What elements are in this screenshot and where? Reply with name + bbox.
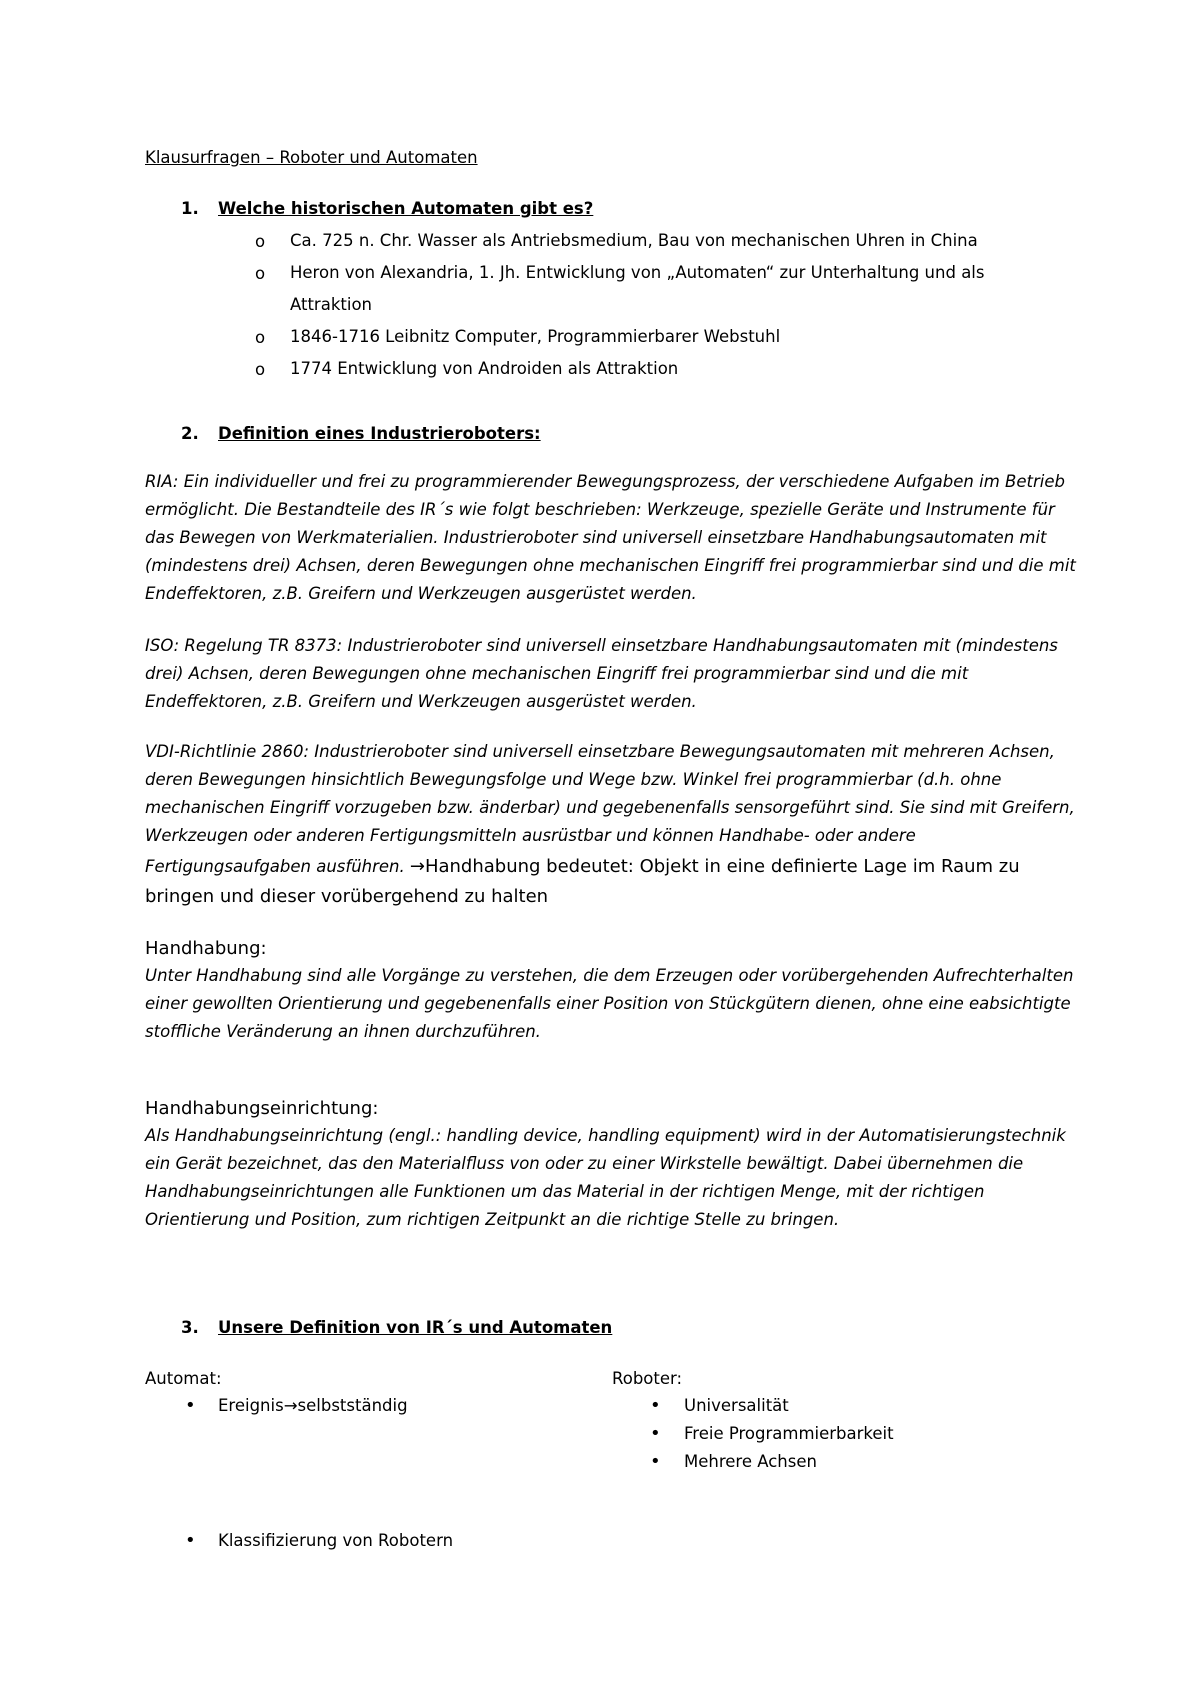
vdi-definition: VDI-Richtlinie 2860: Industrieroboter sind universell einsetzbare Bewegungsautomaten mit mehreren Achsen, deren Bewegungen hinsichtlich Bewegungsfolge und Wege bzw. Winkel frei programmierbar (d.h. ohne mechanischen Eingriff vorzugeben bzw. änderbar) und gegebenenfalls sensorgeführt sind. Sie sind mit Greifern, Werkzeugen oder anderen Fertigungsmitteln ausrüstbar und können Handhabe- oder andere <box>145 742 1075 845</box>
list-item: Klassifizierung von Robotern <box>218 1531 454 1550</box>
list-item: Mehrere Achsen <box>684 1452 817 1471</box>
vdi-last-line: Fertigungsaufgaben ausführen. →Handhabung bedeutet: Objekt in eine definierte Lage im Raum zu <box>145 856 1020 877</box>
bullet-icon: • <box>185 1530 196 1551</box>
handhabung-label: Handhabung: <box>145 938 267 959</box>
q2-heading: Definition eines Industrieroboters: <box>218 424 541 443</box>
list-item: 1774 Entwicklung von Androiden als Attraktion <box>290 359 679 378</box>
list-item: Ereignis→selbstständig <box>218 1396 408 1415</box>
list-item: Universalität <box>684 1396 789 1415</box>
q1-heading: Welche historischen Automaten gibt es? <box>218 199 594 218</box>
list-item: 1846-1716 Leibnitz Computer, Programmierbarer Webstuhl <box>290 327 781 346</box>
list-item: Ca. 725 n. Chr. Wasser als Antriebsmedium, Bau von mechanischen Uhren in China <box>290 231 978 250</box>
q3-number: 3. <box>181 1318 199 1337</box>
list-item: Heron von Alexandria, 1. Jh. Entwicklung von „Automaten“ zur Unterhaltung und als <box>290 263 985 282</box>
einrichtung-label: Handhabungseinrichtung: <box>145 1098 379 1119</box>
list-marker: o <box>255 328 266 347</box>
bullet-icon: • <box>650 1395 661 1416</box>
ria-definition: RIA: Ein individueller und frei zu programmierender Bewegungsprozess, der verschiedene Aufgaben im Betrieb ermöglicht. Die Bestandteile des IR´s wie folgt beschrieben: Werkzeuge, spezielle Geräte und Instrumente für das Bewegen von Werkmaterialien. Industrieroboter sind universell einsetzbare Handhabungsautomaten mit (mindestens drei) Achsen, deren Bewegungen ohne mechanischen Eingriff frei programmierbar sind und die mit Endeffektoren, z.B. Greifern und Werkzeugen ausgerüstet werden. <box>145 472 1076 603</box>
automat-label: Automat: <box>145 1369 222 1388</box>
list-marker: o <box>255 232 266 251</box>
list-marker: o <box>255 264 266 283</box>
q1-number: 1. <box>181 199 199 218</box>
q2-number: 2. <box>181 424 199 443</box>
vdi-tail: bringen und dieser vorübergehend zu halten <box>145 886 549 907</box>
list-item-continuation: Attraktion <box>290 295 372 314</box>
list-item: Freie Programmierbarkeit <box>684 1424 894 1443</box>
einrichtung-text: Als Handhabungseinrichtung (engl.: handling device, handling equipment) wird in der Automatisierungstechnik ein Gerät bezeichnet, das den Materialfluss von oder zu einer Wirkstelle bewältigt. Dabei übernehmen die Handhabungseinrichtungen alle Funktionen um das Material in der richtigen Menge, mit der richtigen Orientierung und Position, zum richtigen Zeitpunkt an die richtige Stelle zu bringen. <box>145 1126 1066 1229</box>
iso-definition: ISO: Regelung TR 8373: Industrieroboter sind universell einsetzbare Handhabungsautomaten mit (mindestens drei) Achsen, deren Bewegungen ohne mechanischen Eingriff frei programmierbar sind und die mit Endeffektoren, z.B. Greifern und Werkzeugen ausgerüstet werden. <box>145 636 1058 711</box>
arrow-icon: → <box>283 1396 298 1415</box>
bullet-icon: • <box>185 1395 196 1416</box>
q3-heading: Unsere Definition von IR´s und Automaten <box>218 1318 613 1337</box>
handhabung-text: Unter Handhabung sind alle Vorgänge zu verstehen, die dem Erzeugen oder vorübergehenden Aufrechterhalten einer gewollten Orientierung und gegebenenfalls einer Position von Stückgütern dienen, ohne eine eabsichtigte stoffliche Veränderung an ihnen durchzuführen. <box>145 966 1074 1041</box>
bullet-icon: • <box>650 1423 661 1444</box>
page-title: Klausurfragen – Roboter und Automaten <box>145 148 478 167</box>
bullet-icon: • <box>650 1451 661 1472</box>
roboter-label: Roboter: <box>612 1369 683 1388</box>
arrow-icon: → <box>409 856 425 877</box>
list-marker: o <box>255 360 266 379</box>
